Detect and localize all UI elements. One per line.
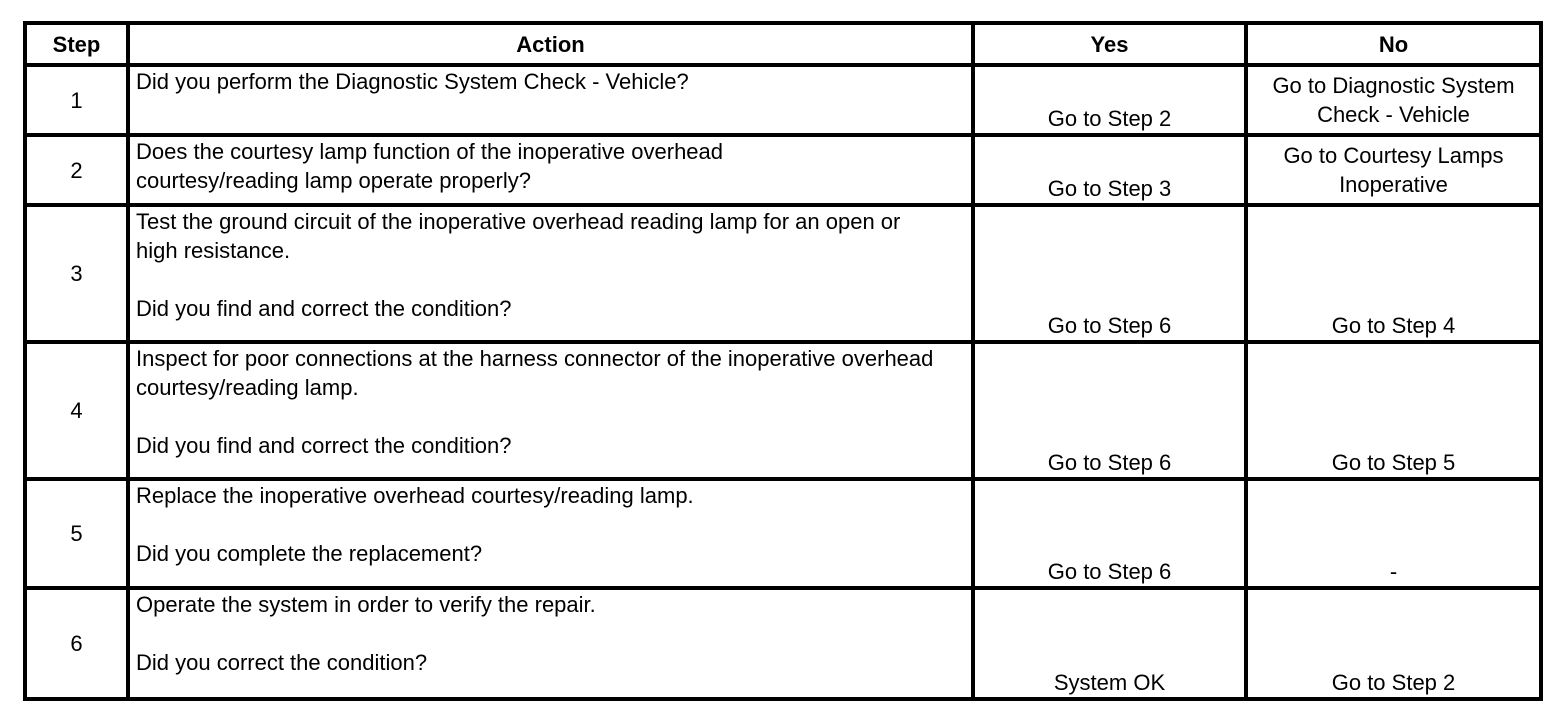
no-result: Go to Step 5 [1246, 342, 1541, 479]
step-number: 1 [25, 65, 128, 135]
action-question: Did you correct the condition? [136, 650, 428, 675]
action-text: Inspect for poor connections at the harness connector of the inoperative overhead courtesy/reading lamp. [136, 346, 934, 400]
step-number: 4 [25, 342, 128, 479]
table-row [25, 65, 1541, 135]
action-cell [128, 205, 973, 342]
no-result: - [1246, 479, 1541, 588]
header-yes: Yes [973, 23, 1246, 65]
step-number: 2 [25, 135, 128, 205]
yes-result: Go to Step 3 [973, 135, 1246, 205]
no-result: Go to Step 2 [1246, 588, 1541, 699]
table-row [25, 479, 1541, 588]
action-text: Test the ground circuit of the inoperative overhead reading lamp for an open or high resistance. [136, 209, 901, 263]
action-question: Did you find and correct the condition? [136, 433, 512, 458]
action-text: Operate the system in order to verify the repair. [136, 592, 596, 617]
no-result: Go to Step 4 [1246, 205, 1541, 342]
yes-result: Go to Step 6 [973, 342, 1246, 479]
table-row [25, 588, 1541, 699]
yes-result: Go to Step 2 [973, 65, 1246, 135]
yes-result: System OK [973, 588, 1246, 699]
action-cell [128, 479, 973, 588]
table-row [25, 205, 1541, 342]
action-cell [128, 65, 973, 135]
action-cell [128, 342, 973, 479]
action-cell [128, 135, 973, 205]
no-result: Go to Diagnostic System Check - Vehicle [1246, 65, 1541, 135]
step-number: 3 [25, 205, 128, 342]
header-no: No [1246, 23, 1541, 65]
header-row [25, 23, 1541, 65]
action-question: Did you complete the replacement? [136, 541, 483, 566]
step-number: 6 [25, 588, 128, 699]
action-text: Does the courtesy lamp function of the inoperative overhead courtesy/reading lamp operate properly? [136, 139, 724, 193]
header-step: Step [25, 23, 128, 65]
action-cell [128, 588, 973, 699]
table-row [25, 135, 1541, 205]
header-action: Action [128, 23, 973, 65]
action-text: Replace the inoperative overhead courtesy/reading lamp. [136, 483, 694, 508]
yes-result: Go to Step 6 [973, 205, 1246, 342]
step-number: 5 [25, 479, 128, 588]
diagnostic-table [23, 21, 1543, 701]
no-result: Go to Courtesy Lamps Inoperative [1246, 135, 1541, 205]
yes-result: Go to Step 6 [973, 479, 1246, 588]
action-text: Did you perform the Diagnostic System Check - Vehicle? [136, 69, 689, 94]
action-question: Did you find and correct the condition? [136, 296, 512, 321]
table-row [25, 342, 1541, 479]
